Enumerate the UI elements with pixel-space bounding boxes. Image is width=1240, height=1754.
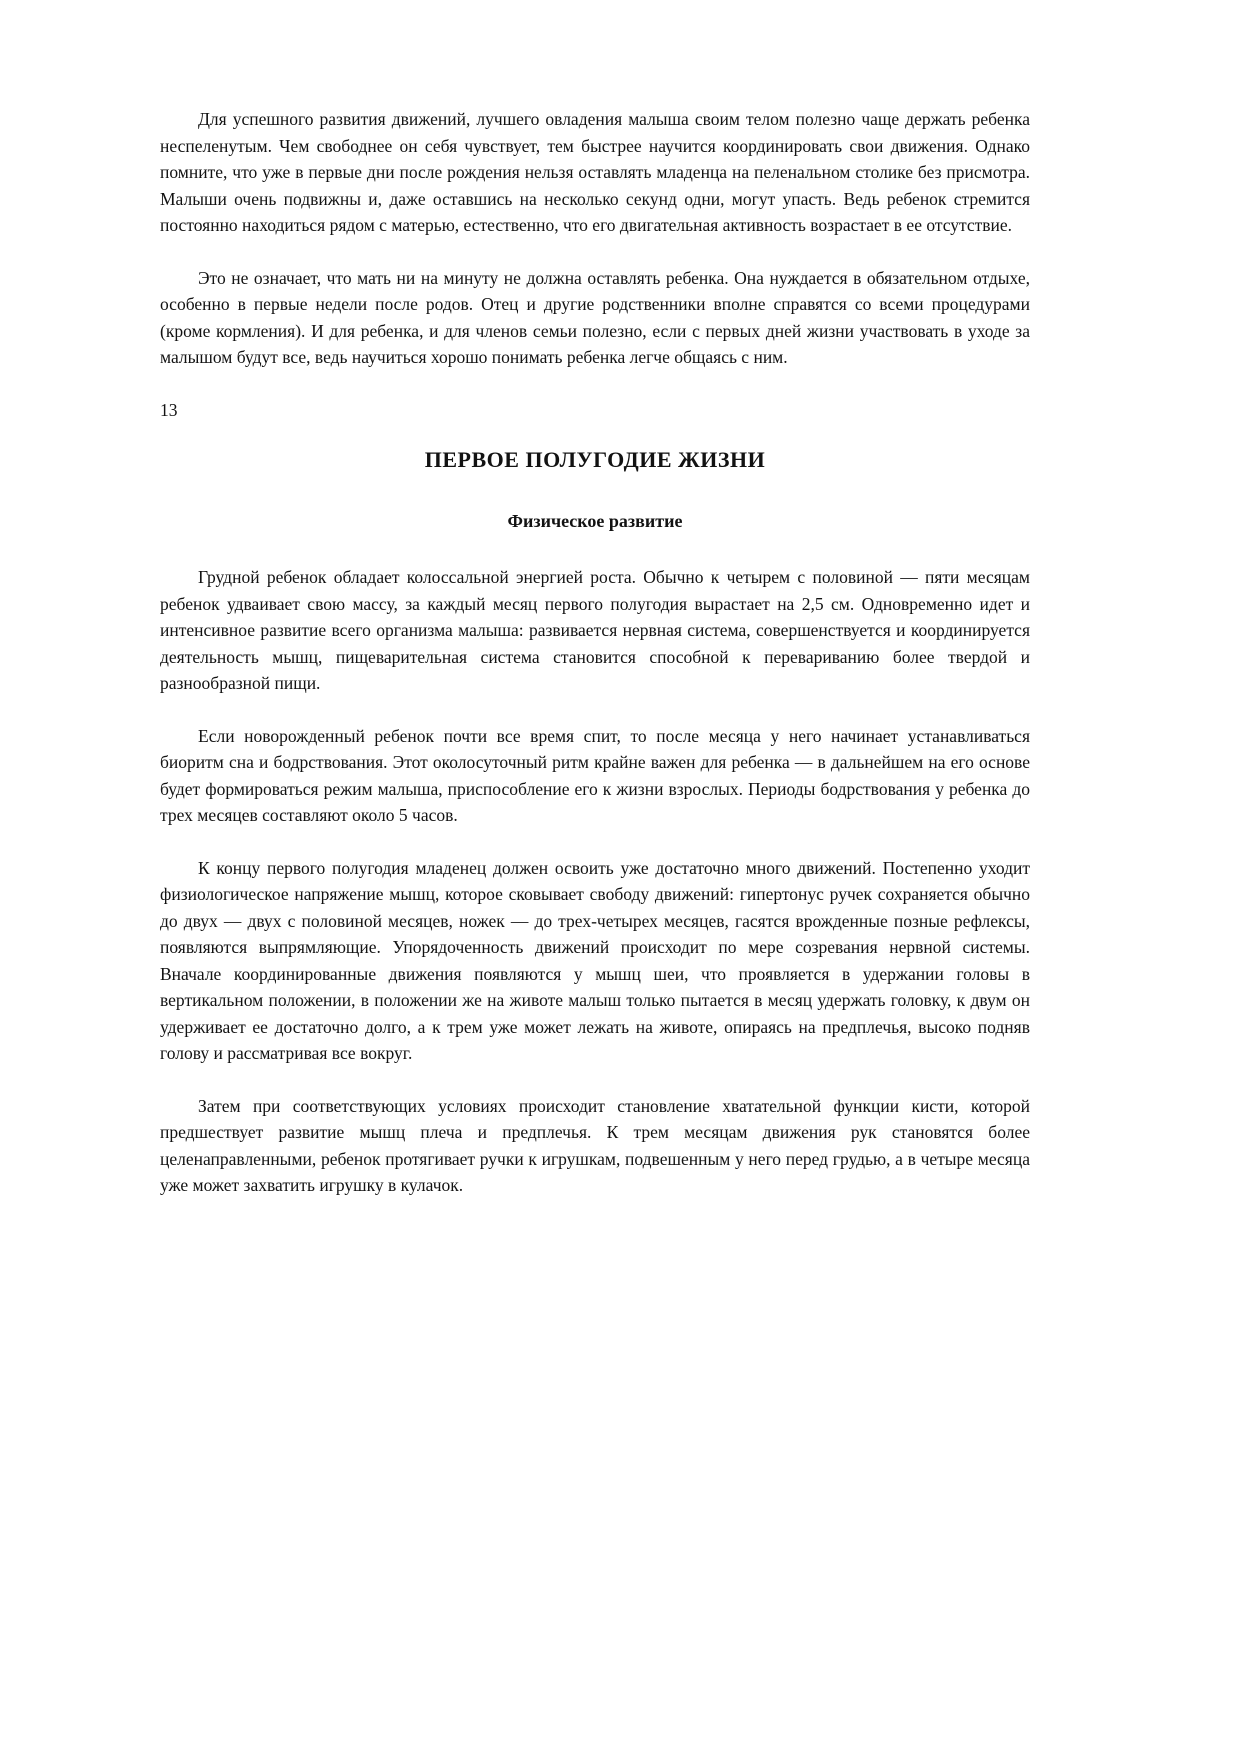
paragraph-growth-energy: Грудной ребенок обладает колоссальной энергией роста. Обычно к четырем с половиной — пяти месяцам ребенок удваивает свою массу, за каждый месяц первого полугодия вырастает на 2,5 см. Одновременно идет и интенсивное развитие всего организма малыша: развивается нервная система, совершенствуется и координируется деятельность мышц, пищеварительная система становится способной к перевариванию более твердой и разнообразной пищи.	[160, 567, 1030, 693]
section-subheading: Физическое развитие	[507, 510, 683, 531]
page-number: 13	[160, 399, 178, 420]
paragraph-movements-development: К концу первого полугодия младенец должен освоить уже достаточно много движений. Постепенно уходит физиологическое напряжение мышц, которое сковывает свободу движений: гипертонус ручек сохраняется обычно до двух — двух с половиной месяцев, ножек — до трех-четырех месяцев, гасятся врожденные позные рефлексы, появляются выпрямляющие. Упорядоченность движений происходит по мере созревания нервной системы. Вначале координированные движения появляются у мышц шеи, что проявляется в удержании головы в вертикальном положении, в положении же на животе малыш только пытается в месяц удержать головку, к двум он удерживает ее достаточно долго, а к трем уже может лежать на животе, опираясь на предплечья, высоко подняв голову и рассматривая все вокруг.	[160, 857, 1030, 1063]
paragraph-mother-rest: Это не означает, что мать ни на минуту не должна оставлять ребенка. Она нуждается в обязательном отдыхе, особенно в первые недели после родов. Отец и другие родственники вполне справятся со всеми процедурами (кроме кормления). И для ребенка, и для членов семьи полезно, если с первых дней жизни участвовать в уходе за малышом будут все, ведь научиться хорошо понимать ребенка легче общаясь с ним.	[160, 267, 1030, 367]
paragraph-grasping-function: Затем при соответствующих условиях происходит становление хватательной функции кисти, которой предшествует развитие мышц плеча и предплечья. К трем месяцам движения рук становятся более целенаправленными, ребенок протягивает ручки к игрушкам, подвешенным у него перед грудью, а в четыре месяца уже может захватить игрушку в кулачок.	[160, 1095, 1030, 1195]
paragraph-biorhythm: Если новорожденный ребенок почти все время спит, то после месяца у него начинает устанавливаться биоритм сна и бодрствования. Этот околосуточный ритм крайне важен для ребенка — в дальнейшем на его основе будет формироваться режим малыша, приспособление его к жизни взрослых. Периоды бодрствования у ребенка до трех месяцев составляют около 5 часов.	[160, 725, 1030, 825]
chapter-heading: ПЕРВОЕ ПОЛУГОДИЕ ЖИЗНИ	[424, 447, 766, 472]
paragraph-unswaddled-baby: Для успешного развития движений, лучшего овладения малыша своим телом полезно чаще держать ребенка неспеленутым. Чем свободнее он себя чувствует, тем быстрее научится координировать свои движения. Однако помните, что уже в первые дни после рождения нельзя оставлять младенца на пеленальном столике без присмотра. Малыши очень подвижны и, даже оставшись на несколько секунд одни, могут упасть. Ведь ребенок стремится постоянно находиться рядом с матерью, естественно, что его двигательная активность возрастает в ее отсутствие.	[160, 109, 1030, 235]
